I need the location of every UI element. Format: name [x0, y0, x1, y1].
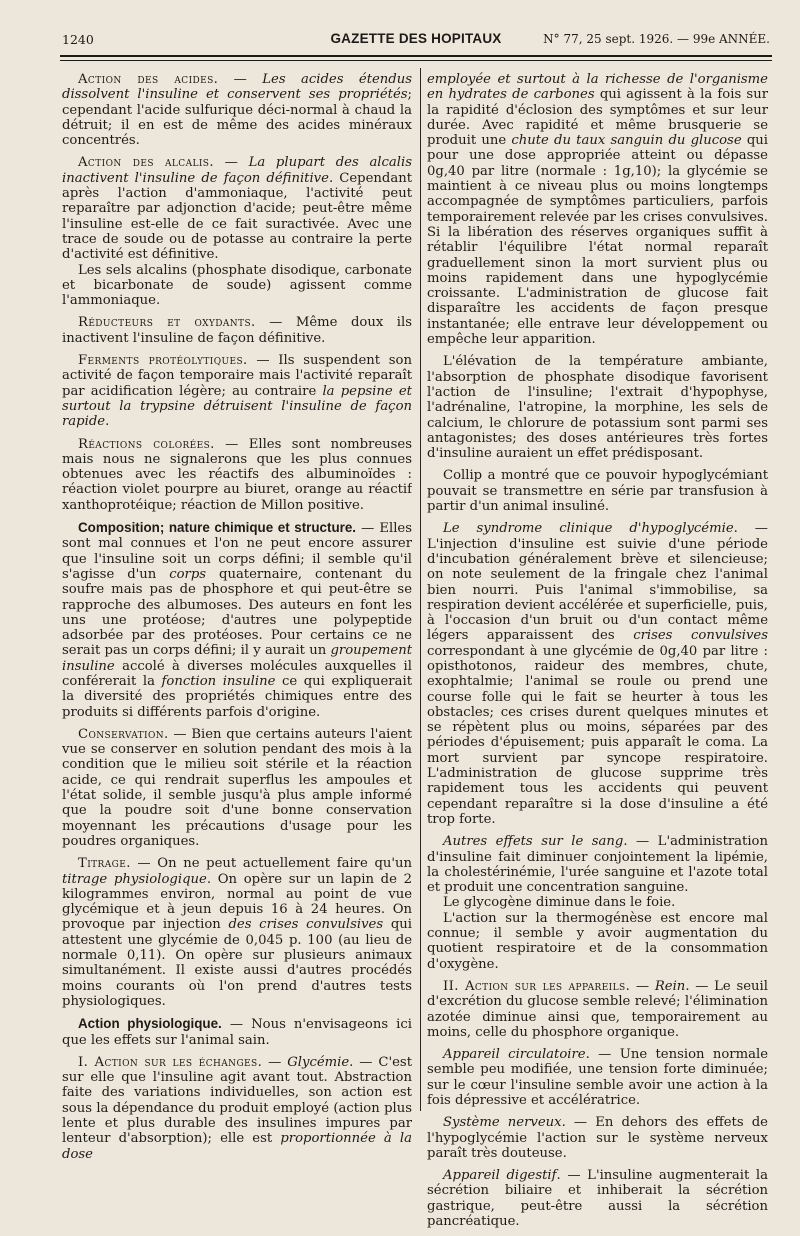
paragraph-thermogenese: L'action sur la thermogénèse est encore mal connue; il semble y avoir augmentation du quotient respiratoire et de la consommation d'oxygène.	[427, 910, 768, 972]
paragraph-circulatoire: Appareil circulatoire. — Une tension normale semble peu modifiée, une tension forte diminuée; sur le cœur l'insuline semble avoir une action à la fois dépressive et accélératrice.	[427, 1047, 768, 1108]
header-rule-thin	[60, 60, 772, 61]
page-number: 1240	[62, 32, 94, 47]
issue-info: N° 77, 25 sept. 1926. — 99e ANNÉE.	[543, 32, 770, 46]
paragraph-collip: Collip a montré que ce pouvoir hypoglycémiant pouvait se transmettre en série par transfusion à partir d'un animal insuliné.	[427, 468, 768, 515]
paragraph-antagonistes: L'élévation de la température ambiante, l'absorption de phosphate disodique favorisent l'action de l'insuline; l'extrait d'hypophyse, l'adrénaline, l'atropine, la morphine, les sels de calcium, le chlorure de potassium sont parmi ses antagonistes; des doses antérieures très fortes d'insuline auraient un effet prédisposant.	[427, 354, 768, 462]
paragraph-nerveux: Système nerveux. — En dehors des effets de l'hypoglycémie l'action sur le système nerveux paraît très douteuse.	[427, 1115, 768, 1161]
section-action-physiologique: Action physiologique. — Nous n'envisageons ici que les effets sur l'animal sain.	[62, 1016, 412, 1048]
paragraph-sels-alcalins: Les sels alcalins (phosphate disodique, carbonate et bicarbonate de soude) agissent comme l'ammoniaque.	[62, 262, 412, 309]
journal-title: GAZETTE DES HOPITAUX	[330, 31, 502, 46]
paragraph-digestif: Appareil digestif. — L'insuline augmenterait la sécrétion biliaire et inhiberait la sécrétion gastrique, peut-être aussi la sécrétion pancréatique.	[427, 1168, 768, 1230]
section-reactions: Réactions colorées. — Elles sont nombreuses mais nous ne signalerons que les plus connues obtenues avec les réactifs des albuminoïdes : réaction violet pourpre au biuret, orange au réactif xanthoprotéique; réaction de Millon positive.	[62, 436, 412, 513]
paragraph-syndrome: Le syndrome clinique d'hypoglycémie. — L'injection d'insuline est suivie d'une période d'incubation généralement brève et silencieuse; on note seulement de la fringale chez l'animal bien nourri. Puis l'animal s'immobilise, sa respiration devient accélérée et superficielle, puis, à l'occasion d'un bruit ou d'un contact même légers apparaissent des crises convulsives correspondant à une glycémie de 0g,40 par litre : opisthotonos, raideur des membres, chute, exophtalmie; l'animal se roule ou prend une course folle qui le fait se heurter à tous les obstacles; ces crises durent quelques minutes et se répètent plus ou moins, séparées par des périodes d'épuisement; puis apparaît le coma. La mort survient par syncope respiratoire. L'administration de glucose supprime très rapidement tous les accidents qui peuvent cependant reparaître si la dose d'insuline a été trop forte.	[427, 521, 768, 827]
section-appareils: II. Action sur les appareils. — Rein. — Le seuil d'excrétion du glucose semble relevé; l'élimination azotée diminue ainsi que, temporairement au moins, celle du phosphore organique.	[427, 978, 768, 1040]
section-ferments: Ferments protéolytiques. — Ils suspendent son activité de façon temporaire mais l'activité reparaît par acidification légère; au contraire la pepsine et surtout la trypsine détruisent l'insuline de façon rapide.	[62, 353, 412, 430]
section-alcalis: Action des alcalis. — La plupart des alcalis inactivent l'insuline de façon définitive. Cependant après l'action d'ammoniaque, l'activité peut reparaître par adjonction d'acide; peut-être même l'insuline est-elle de ce fait suractivée. Avec une trace de soude ou de potasse au contraire la perte d'activité est définitive.	[62, 155, 412, 263]
section-titrage: Titrage. — On ne peut actuellement faire qu'un titrage physiologique. On opère sur un lapin de 2 kilogrammes environ, normal au point de vue glycémique et à jeun depuis 16 à 24 heures. On provoque par injection des crises convulsives qui attestent une glycémie de 0,045 p. 100 (au lieu de normale 0,11). On opère sur plusieurs animaux simultanément. Il existe aussi d'autres procédés moins courants où l'on prend d'autres tests physiologiques.	[62, 856, 412, 1009]
paragraph-sang: Autres effets sur le sang. — L'administration d'insuline fait diminuer conjointement la lipémie, la cholestérinémie, l'urée sanguine et l'azote total et produit une concentration sanguine.	[427, 834, 768, 896]
column-divider	[420, 68, 421, 1111]
header-rule-thick	[60, 55, 772, 57]
page-header	[60, 30, 772, 52]
left-column	[62, 72, 412, 1169]
section-composition: Composition; nature chimique et structure. — Elles sont mal connues et l'on ne peut encore assurer que l'insuline soit un corps défini; il semble qu'il s'agisse d'un corps quaternaire, contenant du soufre mais pas de phosphore et qui peut-être se rapproche des albumoses. Des auteurs en font les uns une protéose; d'autres une polypeptide adsorbée par des protéoses. Pour certains ce ne serait pas un corps défini; il y aurait un groupement insuline accolé à diverses molécules auxquelles il conférerait la fonction insuline ce qui expliquerait la diversité des propriétés chimiques entre des produits si différents parfois d'origine.	[62, 520, 412, 720]
paragraph-glycogene: Le glycogène diminue dans le foie.	[443, 895, 676, 911]
section-acides: Action des acides. — Les acides étendus dissolvent l'insuline et conservent ses propriétés; cependant l'acide sulfurique déci-normal à chaud la détruit; il en est de même des acides minéraux concentrés.	[62, 72, 412, 149]
section-conservation: Conservation. — Bien que certains auteurs l'aient vue se conserver en solution pendant des mois à la condition que le milieu soit stérile et la réaction acide, ce qui rendrait superflus les ampoules et l'état solide, il semble jusqu'à plus ample informé que la poudre soit d'une bonne conservation moyennant les précautions d'usage pour les poudres organiques.	[62, 726, 412, 849]
section-echanges: I. Action sur les échanges. — Glycémie. — C'est sur elle que l'insuline agit avant tout. Abstraction faite des variations individuelles, son action est sous la dépendance du produit employé (action plus lente et plus durable des insulines impures par lenteur d'absorption); elle est proportionnée à la dose	[62, 1054, 412, 1162]
section-reducteurs: Réducteurs et oxydants. — Même doux ils inactivent l'insuline de façon définitive.	[62, 315, 412, 346]
right-column	[427, 72, 768, 1236]
paragraph-glycemie-cont: employée et surtout à la richesse de l'organisme en hydrates de carbones qui agissent à la fois sur la rapidité d'éclosion des symptômes et sur leur durée. Avec rapidité et même brusquerie se produit une chute du taux sanguin du glucose qui pour une dose appropriée atteint ou dépasse 0g,40 par litre (normale : 1g,10); la glycémie se maintient à ce niveau plus ou moins longtemps accompagnée de symptômes particuliers, parfois temporairement relevée par les crises convulsives. Si la libération des réserves organiques suffit à rétablir l'équilibre l'état normal reparaît graduellement sinon la mort survient plus ou moins rapidement dans une hypoglycémie croissante. L'administration de glucose fait disparaître les accidents de façon presque instantanée; elle entrave leur développement ou empêche leur apparition.	[427, 72, 768, 348]
